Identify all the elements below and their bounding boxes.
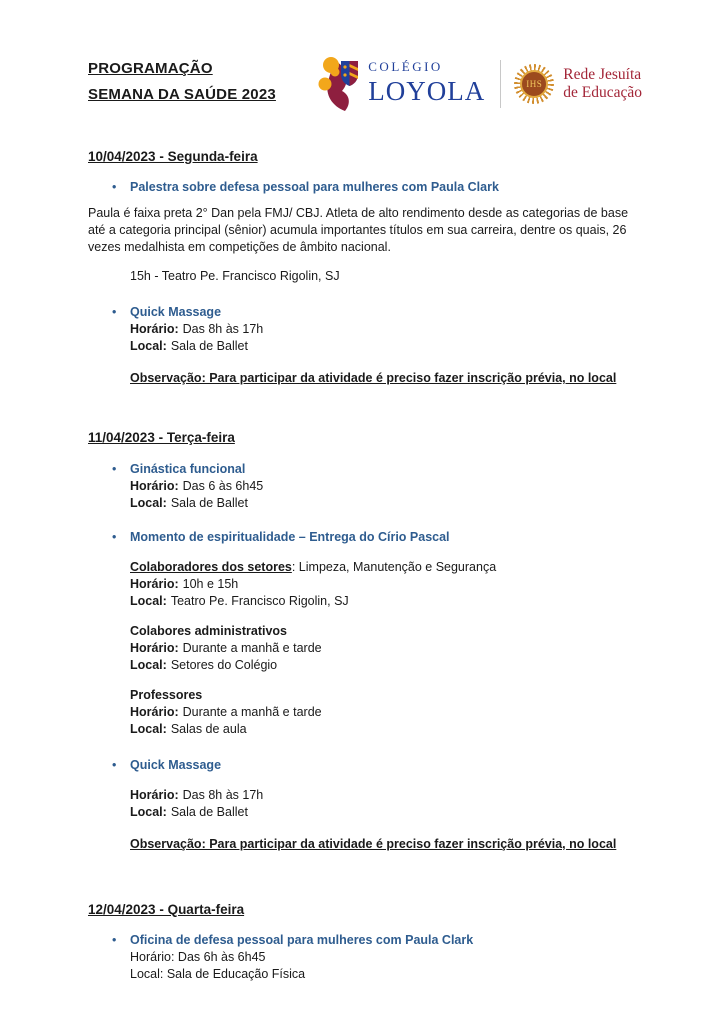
detail-line xyxy=(130,338,642,355)
activity-title: Quick Massage xyxy=(130,757,222,772)
activity-details xyxy=(130,787,642,821)
activity-title: Quick Massage xyxy=(130,305,222,320)
detail-label: Local: xyxy=(130,495,167,510)
title-line-2: SEMANA DA SAÚDE 2023 xyxy=(88,86,276,104)
detail-line xyxy=(130,787,642,804)
loyola-crest-icon xyxy=(318,56,360,112)
activity-title: Ginástica funcional xyxy=(130,461,246,476)
detail-value: Sala de Ballet xyxy=(170,339,248,354)
bullet-icon xyxy=(112,529,130,546)
talk-description: Paula é faixa preta 2° Dan pela FMJ/ CBJ. Atleta de alto rendimento desde as categorias de base até a categoria principal (sênior) acumula importantes títulos em sua carreira, dentre os quais, 26 vezes medalhista em competições de âmbito nacional. xyxy=(88,206,629,255)
day1-heading: 10/04/2023 - Segunda-feira xyxy=(88,149,258,164)
detail-line xyxy=(130,721,642,738)
detail-value: Sala de Ballet xyxy=(170,804,248,819)
activity-title: Oficina de defesa pessoal para mulheres com Paula Clark xyxy=(130,933,474,948)
college-name-small: COLÉGIO xyxy=(368,59,443,75)
college-name xyxy=(368,58,485,109)
header xyxy=(88,56,642,112)
activity-title: Palestra sobre defesa pessoal para mulheres com Paula Clark xyxy=(130,180,499,195)
detail-value: 10h e 15h xyxy=(182,576,239,591)
audience-group xyxy=(130,623,642,674)
logo-divider xyxy=(500,60,501,108)
detail-line: Local: Sala de Educação Física xyxy=(130,967,306,982)
detail-line xyxy=(130,321,642,338)
group-heading-line xyxy=(130,687,642,704)
activity-item xyxy=(88,179,642,196)
title-line-1: PROGRAMAÇÃO xyxy=(88,60,213,77)
note-line: Observação: Para participar da atividade é preciso fazer inscrição prévia, no local xyxy=(130,371,617,386)
detail-line xyxy=(130,704,642,721)
activity-item xyxy=(88,757,642,774)
detail-value: Das 8h às 17h xyxy=(182,322,264,337)
group-heading: Colaboradores dos setores xyxy=(130,559,292,574)
day2-heading: 11/04/2023 - Terça-feira xyxy=(88,430,235,446)
detail-line xyxy=(130,657,642,674)
activity-details xyxy=(130,321,642,355)
detail-label: Horário: xyxy=(130,322,179,337)
detail-value: Salas de aula xyxy=(170,721,247,736)
detail-line xyxy=(130,495,642,512)
detail-value: Das 8h às 17h xyxy=(182,787,264,802)
detail-value: Sala de Ballet xyxy=(170,495,248,510)
detail-label: Horário: xyxy=(130,478,179,493)
day3-heading: 12/04/2023 - Quarta-feira xyxy=(88,901,245,917)
group-heading-line xyxy=(130,559,642,576)
ihs-monogram: IHS xyxy=(520,70,548,98)
activity-item xyxy=(88,461,642,478)
detail-label: Horário: xyxy=(130,787,179,802)
activity-details xyxy=(130,949,642,983)
college-name-large: LOYOLA xyxy=(368,75,486,106)
detail-line xyxy=(130,804,642,821)
network-name xyxy=(563,66,642,103)
audience-group xyxy=(130,687,642,738)
group-heading-line xyxy=(130,623,642,640)
jesuit-sunburst-icon xyxy=(514,64,554,104)
page-title xyxy=(88,56,276,109)
bullet-icon xyxy=(112,461,130,478)
detail-line xyxy=(130,593,642,610)
detail-line xyxy=(130,640,642,657)
bullet-icon xyxy=(112,932,130,949)
group-heading: Professores xyxy=(130,687,203,702)
bullet-icon xyxy=(112,179,130,196)
activity-item xyxy=(88,932,642,949)
detail-label: Horário: xyxy=(130,576,179,591)
bullet-icon xyxy=(112,304,130,321)
detail-label: Horário: xyxy=(130,704,179,719)
detail-line: Horário: Das 6h às 6h45 xyxy=(130,950,266,965)
detail-value: Setores do Colégio xyxy=(170,657,278,672)
network-line-2: de Educação xyxy=(563,84,642,101)
detail-label: Local: xyxy=(130,804,167,819)
network-line-1: Rede Jesuíta xyxy=(563,65,642,83)
bullet-icon xyxy=(112,757,130,774)
school-logo xyxy=(318,56,642,112)
group-heading: Colabores administrativos xyxy=(130,623,287,638)
detail-line xyxy=(130,576,642,593)
detail-label: Local: xyxy=(130,593,167,608)
activity-item xyxy=(88,529,642,546)
detail-value: Das 6 às 6h45 xyxy=(182,478,264,493)
detail-line xyxy=(130,478,642,495)
note-line: Observação: Para participar da atividade é preciso fazer inscrição prévia, no local xyxy=(130,836,617,851)
audience-group xyxy=(130,559,642,610)
activity-item xyxy=(88,304,642,321)
activity-title: Momento de espiritualidade – Entrega do Círio Pascal xyxy=(130,529,450,544)
detail-value: Durante a manhã e tarde xyxy=(182,704,322,719)
group-heading-suffix: : Limpeza, Manutenção e Segurança xyxy=(291,559,497,574)
detail-label: Horário: xyxy=(130,640,179,655)
activity-details xyxy=(130,478,642,512)
detail-label: Local: xyxy=(130,721,167,736)
detail-label: Local: xyxy=(130,657,167,672)
detail-label: Local: xyxy=(130,339,167,354)
detail-value: Durante a manhã e tarde xyxy=(182,640,322,655)
talk-time-location: 15h - Teatro Pe. Francisco Rigolin, SJ xyxy=(130,269,340,284)
detail-value: Teatro Pe. Francisco Rigolin, SJ xyxy=(170,593,349,608)
